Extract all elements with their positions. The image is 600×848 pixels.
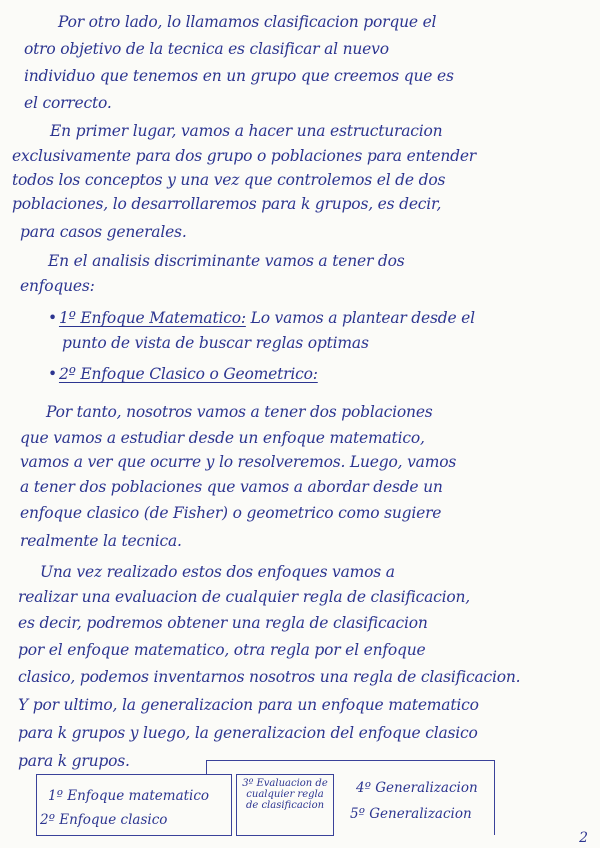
text-line: otro objetivo de la tecnica es clasificar al nuevo (24, 40, 389, 58)
page-number: 2 (579, 830, 588, 846)
text-line: En el analisis discriminante vamos a tener dos (48, 252, 405, 270)
text-line: Por otro lado, lo llamamos clasificacion porque el (58, 13, 437, 31)
text-line: por el enfoque matematico, otra regla por el enfoque (18, 641, 426, 659)
text-line: clasico, podemos inventarnos nosotros una regla de clasificacion. (18, 668, 521, 686)
bullet-title: 2º Enfoque Clasico o Geometrico: (58, 365, 318, 383)
text-line: a tener dos poblaciones que vamos a abordar desde un (20, 478, 443, 496)
summary-item: 3º Evaluacion de cualquier regla de clasificacion (242, 778, 328, 811)
text-line: poblaciones, lo desarrollaremos para k grupos, es decir, (12, 195, 442, 213)
text-line: vamos a ver que ocurre y lo resolveremos. Luego, vamos (20, 453, 457, 471)
bullet-item (48, 308, 475, 328)
text-line: todos los conceptos y una vez que controlemos el de dos (12, 171, 446, 189)
text-line: exclusivamente para dos grupo o poblaciones para entender (12, 147, 477, 165)
summary-item: 5º Generalizacion (350, 806, 472, 822)
text-line: para k grupos. (18, 752, 130, 770)
bullet-marker: • (48, 309, 57, 327)
text-line: Por tanto, nosotros vamos a tener dos poblaciones (46, 403, 433, 421)
text-line: el correcto. (24, 94, 112, 112)
text-line: realmente la tecnica. (20, 532, 182, 550)
text-line: realizar una evaluacion de cualquier regla de clasificacion, (18, 588, 471, 606)
text-line: que vamos a estudiar desde un enfoque matematico, (20, 429, 425, 447)
text-line: enfoque clasico (de Fisher) o geometrico como sugiere (20, 504, 442, 522)
bullet-marker: • (48, 365, 57, 383)
summary-item: 4º Generalizacion (356, 780, 478, 796)
bullet-text: Lo vamos a plantear desde el (245, 309, 475, 327)
text-line: para casos generales. (20, 223, 187, 241)
text-line: Una vez realizado estos dos enfoques vamos a (40, 563, 395, 581)
bullet-item (48, 364, 318, 384)
text-line: Y por ultimo, la generalizacion para un enfoque matematico (18, 696, 479, 714)
text-line: para k grupos y luego, la generalizacion del enfoque clasico (18, 724, 478, 742)
summary-item: 2º Enfoque clasico (40, 812, 168, 828)
text-line: es decir, podremos obtener una regla de clasificacion (18, 614, 428, 632)
text-line: enfoques: (20, 277, 95, 295)
summary-item: 1º Enfoque matematico (48, 788, 210, 804)
text-line: En primer lugar, vamos a hacer una estructuracion (50, 122, 443, 140)
text-line: individuo que tenemos en un grupo que creemos que es (24, 67, 454, 85)
bullet-title: 1º Enfoque Matematico: (58, 309, 246, 327)
text-line: punto de vista de buscar reglas optimas (62, 334, 369, 352)
